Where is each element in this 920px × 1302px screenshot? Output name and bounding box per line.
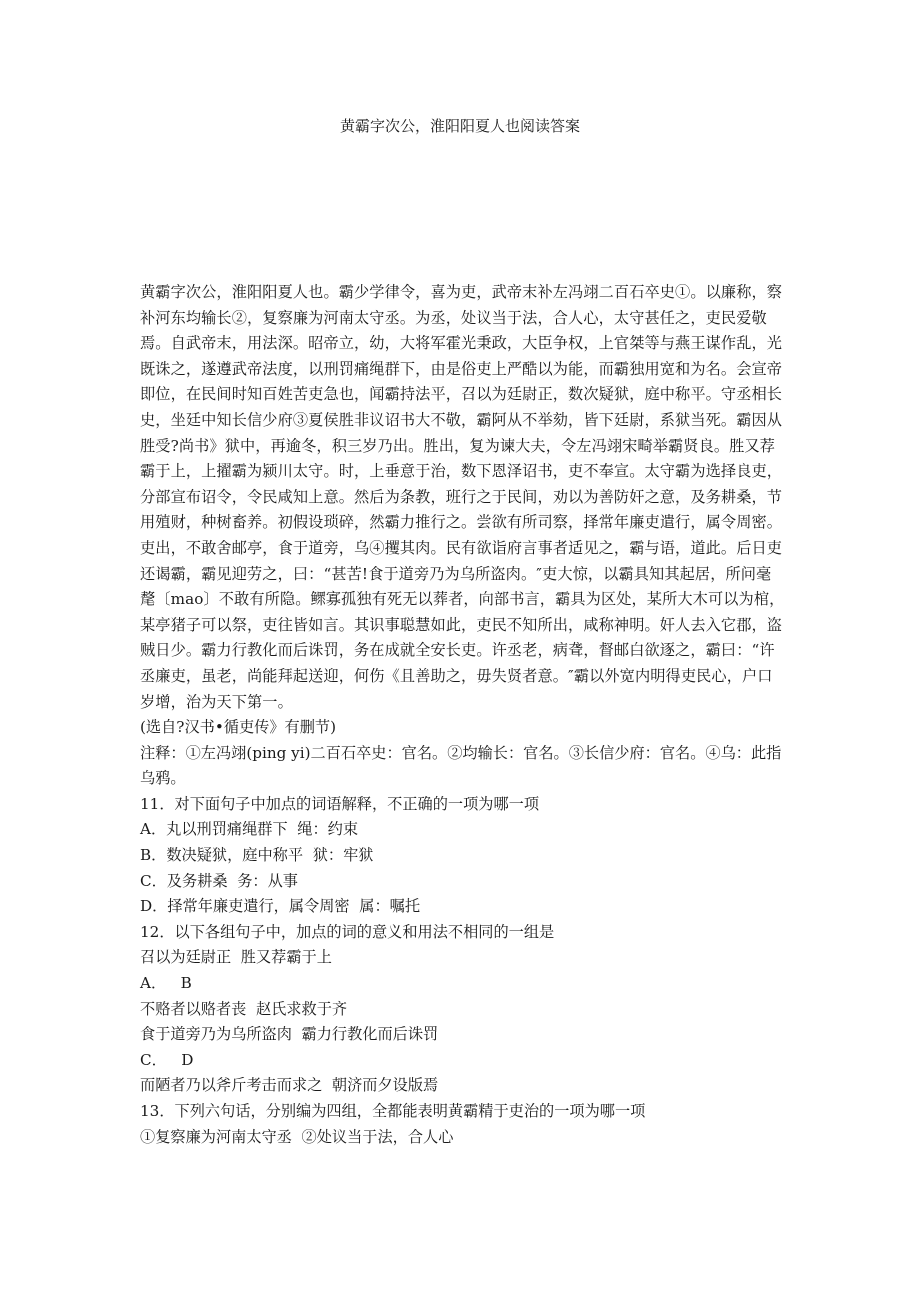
question-12-line: 召以为廷尉正 胜又荐霸于上 [140, 948, 332, 967]
document-body [140, 280, 786, 1150]
question-13-stem: 13．下列六句话，分别编为四组，全都能表明黄霸精于吏治的一项为哪一项 [140, 1102, 646, 1120]
question-12-line: 不赂者以赂者丧 赵氏求救于齐 [140, 999, 348, 1018]
question-13-line: ①复察廉为河南太守丞 ②处议当于法，合人心 [140, 1127, 454, 1146]
passage-paragraph: 黄霸字次公，淮阳阳夏人也。霸少学律令，喜为吏，武帝末补左冯翊二百石卒史①。以廉称，察补河东均输长②，复察廉为河南太守丞。为丞，处议当于法，合人心，太守甚任之，吏民爱敬焉。自武帝末，用法深。昭帝立，幼，大将军霍光秉政，大臣争权，上官桀等与燕王谋作乱，光既诛之，遂遵武帝法度，以刑罚痛绳群下，由是俗吏上严酷以为能，而霸独用宽和为名。会宣帝即位，在民间时知百姓苦吏急也，闻霸持法平，召以为廷尉正，数次疑狱，庭中称平。守丞相长史，坐廷中知长信少府③夏侯胜非议诏书大不敬，霸阿从不举劾，皆下廷尉，系狱当死。霸因从胜受?尚书》狱中，再逾冬，积三岁乃出。胜出，复为谏大夫，令左冯翊宋畸举霸贤良。胜又荐霸于上，上擢霸为颍川太守。时，上垂意于治，数下恩泽诏书，吏不奉宣。太守霸为选择良吏，分部宣布诏令，令民咸知上意。然后为条教，班行之于民间，劝以为善防奸之意，及务耕桑，节用殖财，种树畜养。初假设琐碎，然霸力推行之。尝欲有所司察，择常年廉吏遣行，属令周密。吏出，不敢舍邮亭，食于道旁，乌④攫其肉。民有欲诣府言事者适见之，霸与语，道此。后日吏还谒霸，霸见迎劳之，曰：“甚苦!食于道旁乃为乌所盗肉。″吏大惊，以霸具知其起居，所问毫氂〔mao〕不敢有所隐。鳏寡孤独有死无以葬者，向部书言，霸具为区处，某所大木可以为棺，某亭猪子可以祭，吏往皆如言。其识事聪慧如此，吏民不知所出，咸称神明。奸人去入它郡，盗贼日少。霸力行教化而后诛罚，务在成就全安长吏。许丞老，病聋，督邮白欲逐之，霸曰：“许丞廉吏，虽老，尚能拜起送迎，何伤《且善助之，毋失贤者意。″霸以外宽内明得吏民心，户口岁增，治为天下第一。 [140, 283, 785, 711]
question-11-stem: 11．对下面句子中加点的词语解释，不正确的一项为哪一项 [140, 794, 540, 813]
question-12-option-labels: A． B [140, 974, 192, 993]
question-11-option-c: C．及务耕桑 务：从事 [140, 871, 298, 890]
document-title: 黄霸字次公，淮阳阳夏人也阅读答案 [339, 117, 580, 135]
question-11-option-d: D．择常年廉吏遣行，属令周密 属：嘱托 [140, 897, 421, 916]
question-11-option-a: A．丸以刑罚痛绳群下 绳：约束 [140, 820, 359, 839]
question-12-line: 食于道旁乃为乌所盗肉 霸力行教化而后诛罚 [140, 1025, 439, 1044]
question-12-stem: 12．以下各组句子中，加点的词的意义和用法不相同的一组是 [140, 922, 555, 941]
source-citation: (选自?汉书•循吏传》有删节) [140, 718, 337, 737]
question-12-line: 而陋者乃以斧斤考击而求之 朝济而夕设版焉 [140, 1076, 439, 1095]
annotation-note: 注释：①左冯翊(ping yi)二百石卒史：官名。②均输长：官名。③长信少府：官名。④乌：此指乌鸦。 [140, 743, 782, 788]
question-11-option-b: B．数决疑狱，庭中称平 狱：牢狱 [140, 846, 374, 865]
question-12-option-labels: C． D [140, 1050, 194, 1069]
